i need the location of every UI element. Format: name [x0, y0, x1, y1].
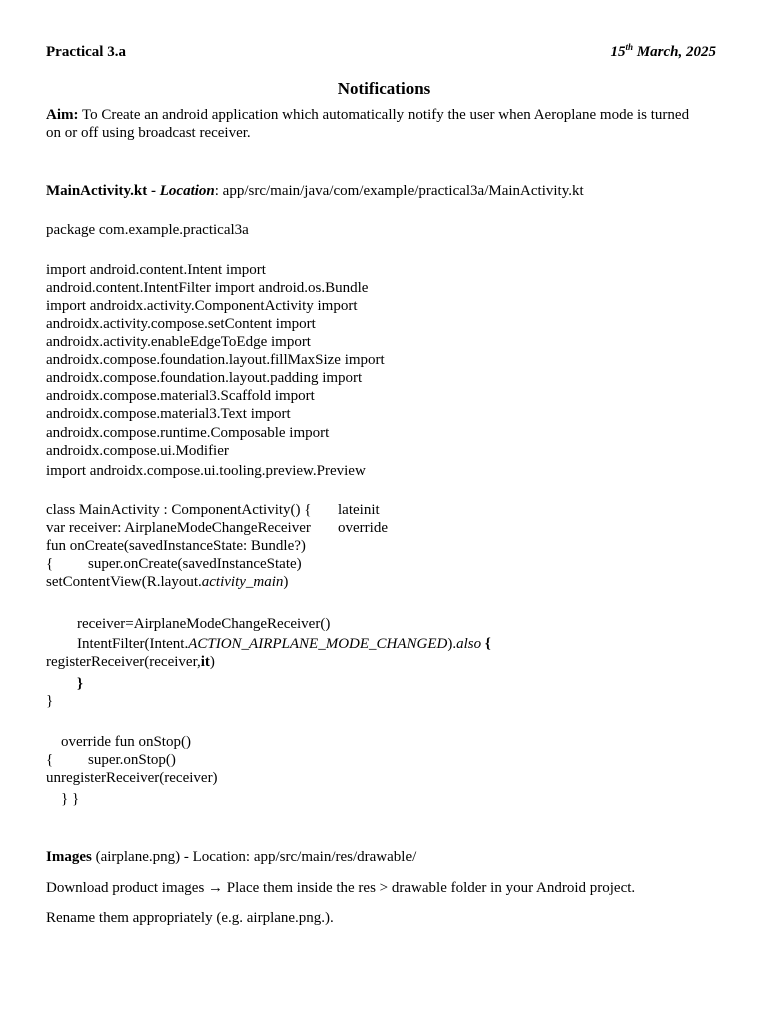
- code-line: [46, 573, 288, 591]
- import-line: androidx.compose.material3.Scaffold import: [46, 388, 315, 404]
- code-text: setContentView(R.layout.: [46, 574, 202, 590]
- code-line: }: [77, 676, 83, 692]
- code-text: IntentFilter(Intent.: [77, 636, 189, 652]
- import-line: import androidx.activity.ComponentActivity import: [46, 298, 358, 314]
- import-line: androidx.compose.foundation.layout.fillMaxSize import: [46, 352, 385, 368]
- location-label: Location: [159, 183, 215, 199]
- code-line: } }: [61, 791, 80, 807]
- code-line: var receiver: AirplaneModeChangeReceiver: [46, 520, 311, 536]
- download-instructions: Download product images → Place them inside the res > drawable folder in your Android project.: [46, 880, 636, 896]
- code-text-italic: also: [456, 636, 482, 652]
- file-heading: [46, 182, 584, 200]
- images-label: Images: [46, 849, 92, 865]
- import-line: androidx.compose.runtime.Composable import: [46, 425, 330, 441]
- code-text-bold: it: [200, 654, 210, 670]
- practical-label: Practical 3.a: [46, 44, 126, 60]
- import-line: android.content.IntentFilter import android.os.Bundle: [46, 280, 369, 296]
- code-line: {: [46, 556, 54, 572]
- code-text: ): [283, 574, 289, 590]
- import-line: import androidx.compose.ui.tooling.preview.Preview: [46, 463, 366, 479]
- import-line: androidx.compose.ui.Modifier: [46, 443, 229, 459]
- code-line: override fun onStop(): [61, 734, 191, 750]
- code-fragment: super.onCreate(savedInstanceState): [88, 556, 302, 572]
- import-line: import android.content.Intent import: [46, 262, 266, 278]
- images-text: (airplane.png) - Location: app/src/main/res/drawable/: [91, 849, 417, 865]
- date-suffix: th: [625, 42, 634, 52]
- code-fragment: super.onStop(): [88, 752, 176, 768]
- date-label: [611, 44, 716, 61]
- aim-text-1: To Create an android application which automatically notify the user when Aeroplane mode is turned: [78, 107, 690, 123]
- rename-instructions: Rename them appropriately (e.g. airplane.png.).: [46, 910, 334, 926]
- aim-line-2: on or off using broadcast receiver.: [46, 125, 251, 141]
- import-line: androidx.activity.compose.setContent import: [46, 316, 316, 332]
- page-title: Notifications: [337, 79, 431, 98]
- code-line: class MainActivity : ComponentActivity() {: [46, 502, 312, 518]
- import-line: androidx.activity.enableEdgeToEdge import: [46, 334, 311, 350]
- package-line: package com.example.practical3a: [46, 222, 249, 238]
- code-line: {: [46, 752, 54, 768]
- code-line: [77, 635, 491, 653]
- code-text: ).: [447, 636, 457, 652]
- code-text: registerReceiver(receiver,: [46, 654, 201, 670]
- code-fragment: lateinit: [338, 502, 380, 518]
- file-path: : app/src/main/java/com/example/practical3a/MainActivity.kt: [214, 183, 584, 199]
- code-line: unregisterReceiver(receiver): [46, 770, 218, 786]
- code-line: receiver=AirplaneModeChangeReceiver(): [77, 616, 331, 632]
- code-text: ): [209, 654, 215, 670]
- images-line: [46, 848, 416, 866]
- code-text-bold: {: [481, 636, 491, 652]
- import-line: androidx.compose.material3.Text import: [46, 406, 291, 422]
- file-name: MainActivity.kt -: [46, 183, 160, 199]
- date-day: 15: [610, 44, 626, 60]
- aim-label: Aim:: [46, 107, 79, 123]
- code-line: fun onCreate(savedInstanceState: Bundle?): [46, 538, 306, 554]
- code-text-italic: activity_main: [201, 574, 284, 590]
- date-rest: March, 2025: [633, 44, 716, 60]
- code-fragment: override: [338, 520, 388, 536]
- code-line: [46, 653, 215, 671]
- code-line: }: [46, 693, 54, 709]
- aim-line-1: [46, 106, 689, 124]
- code-text-italic: ACTION_AIRPLANE_MODE_CHANGED: [188, 636, 448, 652]
- import-line: androidx.compose.foundation.layout.padding import: [46, 370, 363, 386]
